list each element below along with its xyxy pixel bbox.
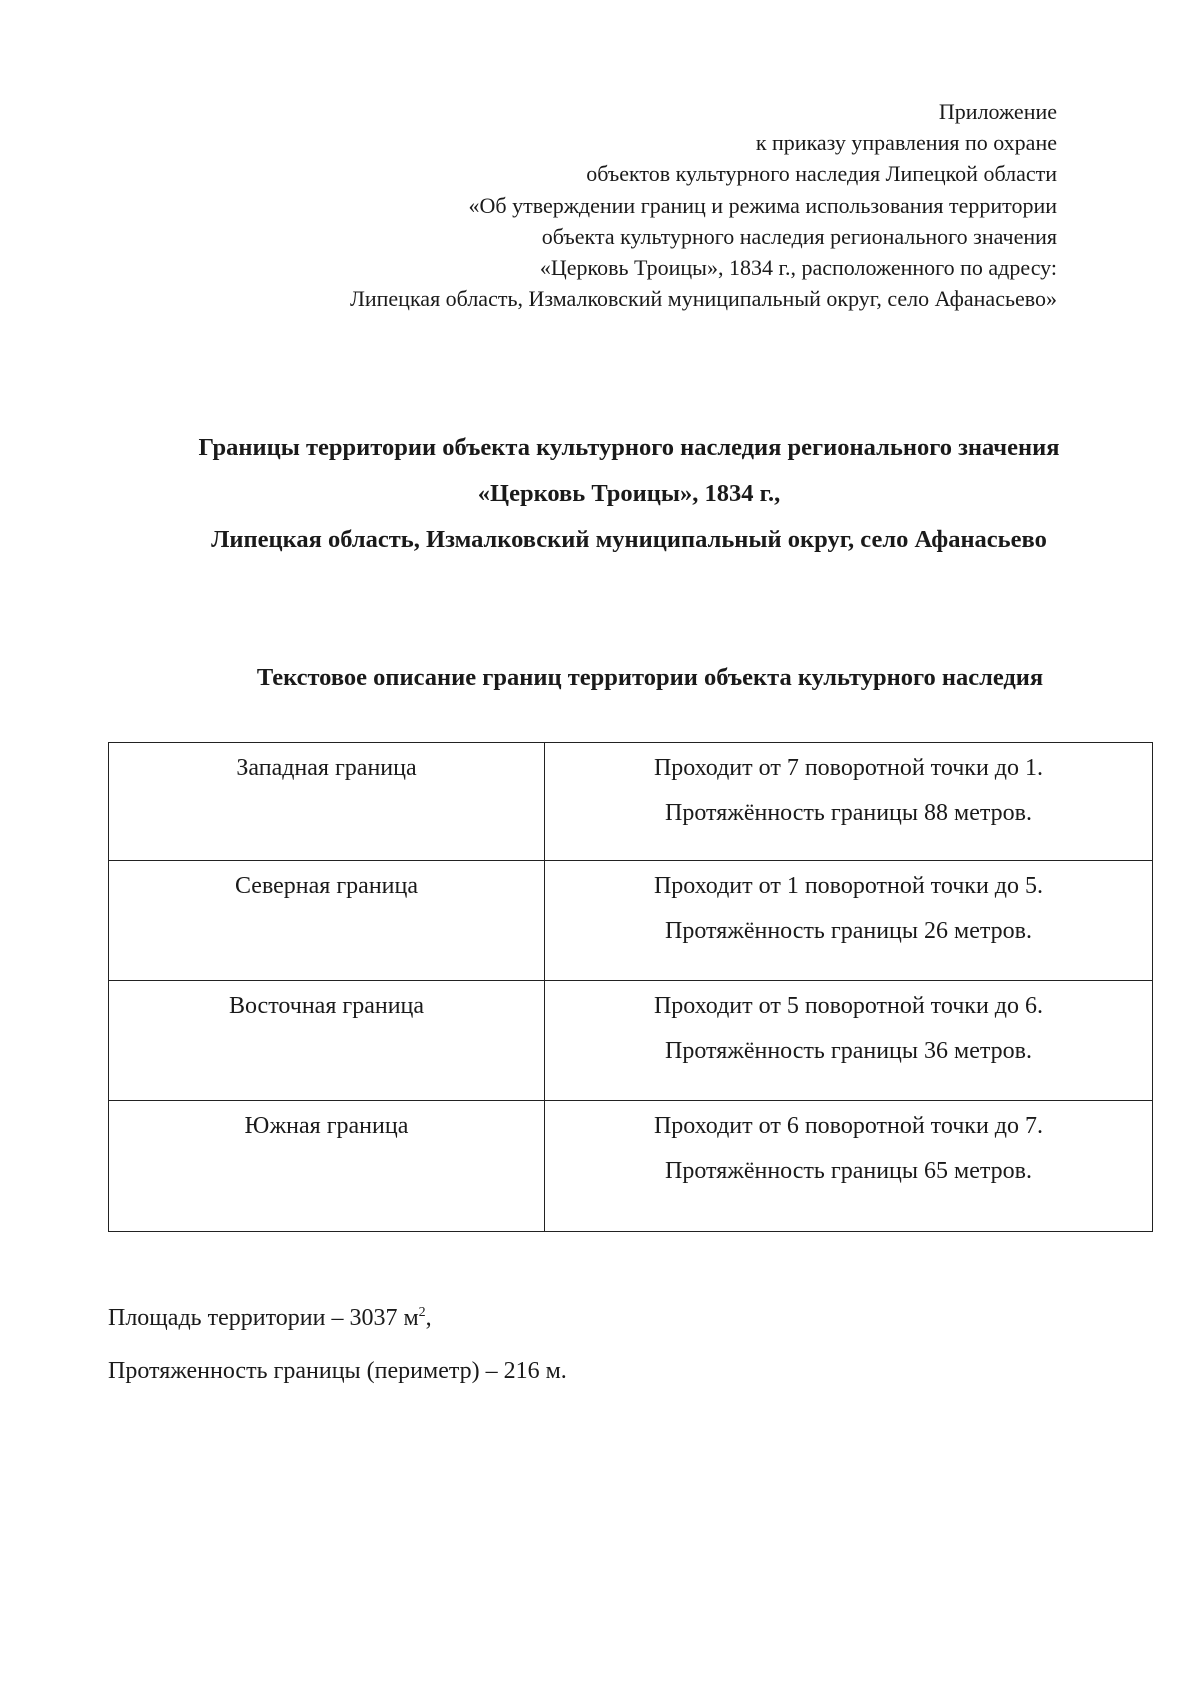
territory-area xyxy=(108,1303,567,1333)
table-row xyxy=(109,1101,1153,1232)
header-line: Приложение xyxy=(938,99,1057,124)
header-line: Липецкая область, Измалковский муниципальный округ, село Афанасьево» xyxy=(349,286,1057,312)
appendix-header xyxy=(157,96,1057,314)
boundary-route: Проходит от 7 поворотной точки до 1. xyxy=(653,755,1044,781)
boundary-length: Протяжённость границы 88 метров. xyxy=(665,800,1032,826)
boundary-name-cell xyxy=(109,1101,545,1232)
header-line: «Об утверждении границ и режима использования территории xyxy=(468,192,1057,218)
section-heading: Текстовое описание границ территории объекта культурного наследия xyxy=(256,664,1044,691)
title-line: «Церковь Троицы», 1834 г., xyxy=(477,480,781,507)
boundaries-table xyxy=(108,742,1153,1232)
area-unit-superscript: 2 xyxy=(418,1305,426,1320)
title-line: Границы территории объекта культурного наследия регионального значения xyxy=(198,434,1060,461)
title-line: Липецкая область, Измалковский муниципальный округ, село Афанасьево xyxy=(211,526,1047,553)
boundary-name-cell xyxy=(109,743,545,861)
area-text: Площадь территории – 3037 м xyxy=(108,1305,419,1331)
header-line: «Церковь Троицы», 1834 г., расположенного по адресу: xyxy=(539,255,1057,281)
boundary-name: Южная граница xyxy=(244,1113,409,1139)
table-row xyxy=(109,861,1153,981)
boundary-name: Западная граница xyxy=(236,755,417,781)
boundary-length: Протяжённость границы 26 метров. xyxy=(665,918,1032,944)
document-title xyxy=(0,425,1200,563)
boundary-description-cell xyxy=(545,1101,1153,1232)
boundary-description-cell xyxy=(545,861,1153,981)
boundary-length: Протяжённость границы 65 метров. xyxy=(665,1158,1032,1184)
boundary-route: Проходит от 5 поворотной точки до 6. xyxy=(653,993,1044,1019)
boundary-length: Протяжённость границы 36 метров. xyxy=(665,1038,1032,1064)
boundary-name: Восточная граница xyxy=(228,993,425,1019)
table-row xyxy=(109,981,1153,1101)
area-suffix: , xyxy=(425,1305,432,1331)
boundary-route: Проходит от 6 поворотной точки до 7. xyxy=(653,1113,1044,1139)
table-row xyxy=(109,743,1153,861)
boundary-description-cell xyxy=(545,981,1153,1101)
summary-block xyxy=(108,1303,567,1386)
header-line: к приказу управления по охране xyxy=(755,130,1057,156)
boundary-name: Северная граница xyxy=(234,873,418,899)
territory-perimeter: Протяженность границы (периметр) – 216 м. xyxy=(108,1358,567,1384)
boundary-route: Проходит от 1 поворотной точки до 5. xyxy=(653,873,1044,899)
header-line: объекта культурного наследия регионального значения xyxy=(541,223,1057,249)
boundary-name-cell xyxy=(109,861,545,981)
boundary-description-cell xyxy=(545,743,1153,861)
boundary-name-cell xyxy=(109,981,545,1101)
header-line: объектов культурного наследия Липецкой области xyxy=(586,161,1057,187)
